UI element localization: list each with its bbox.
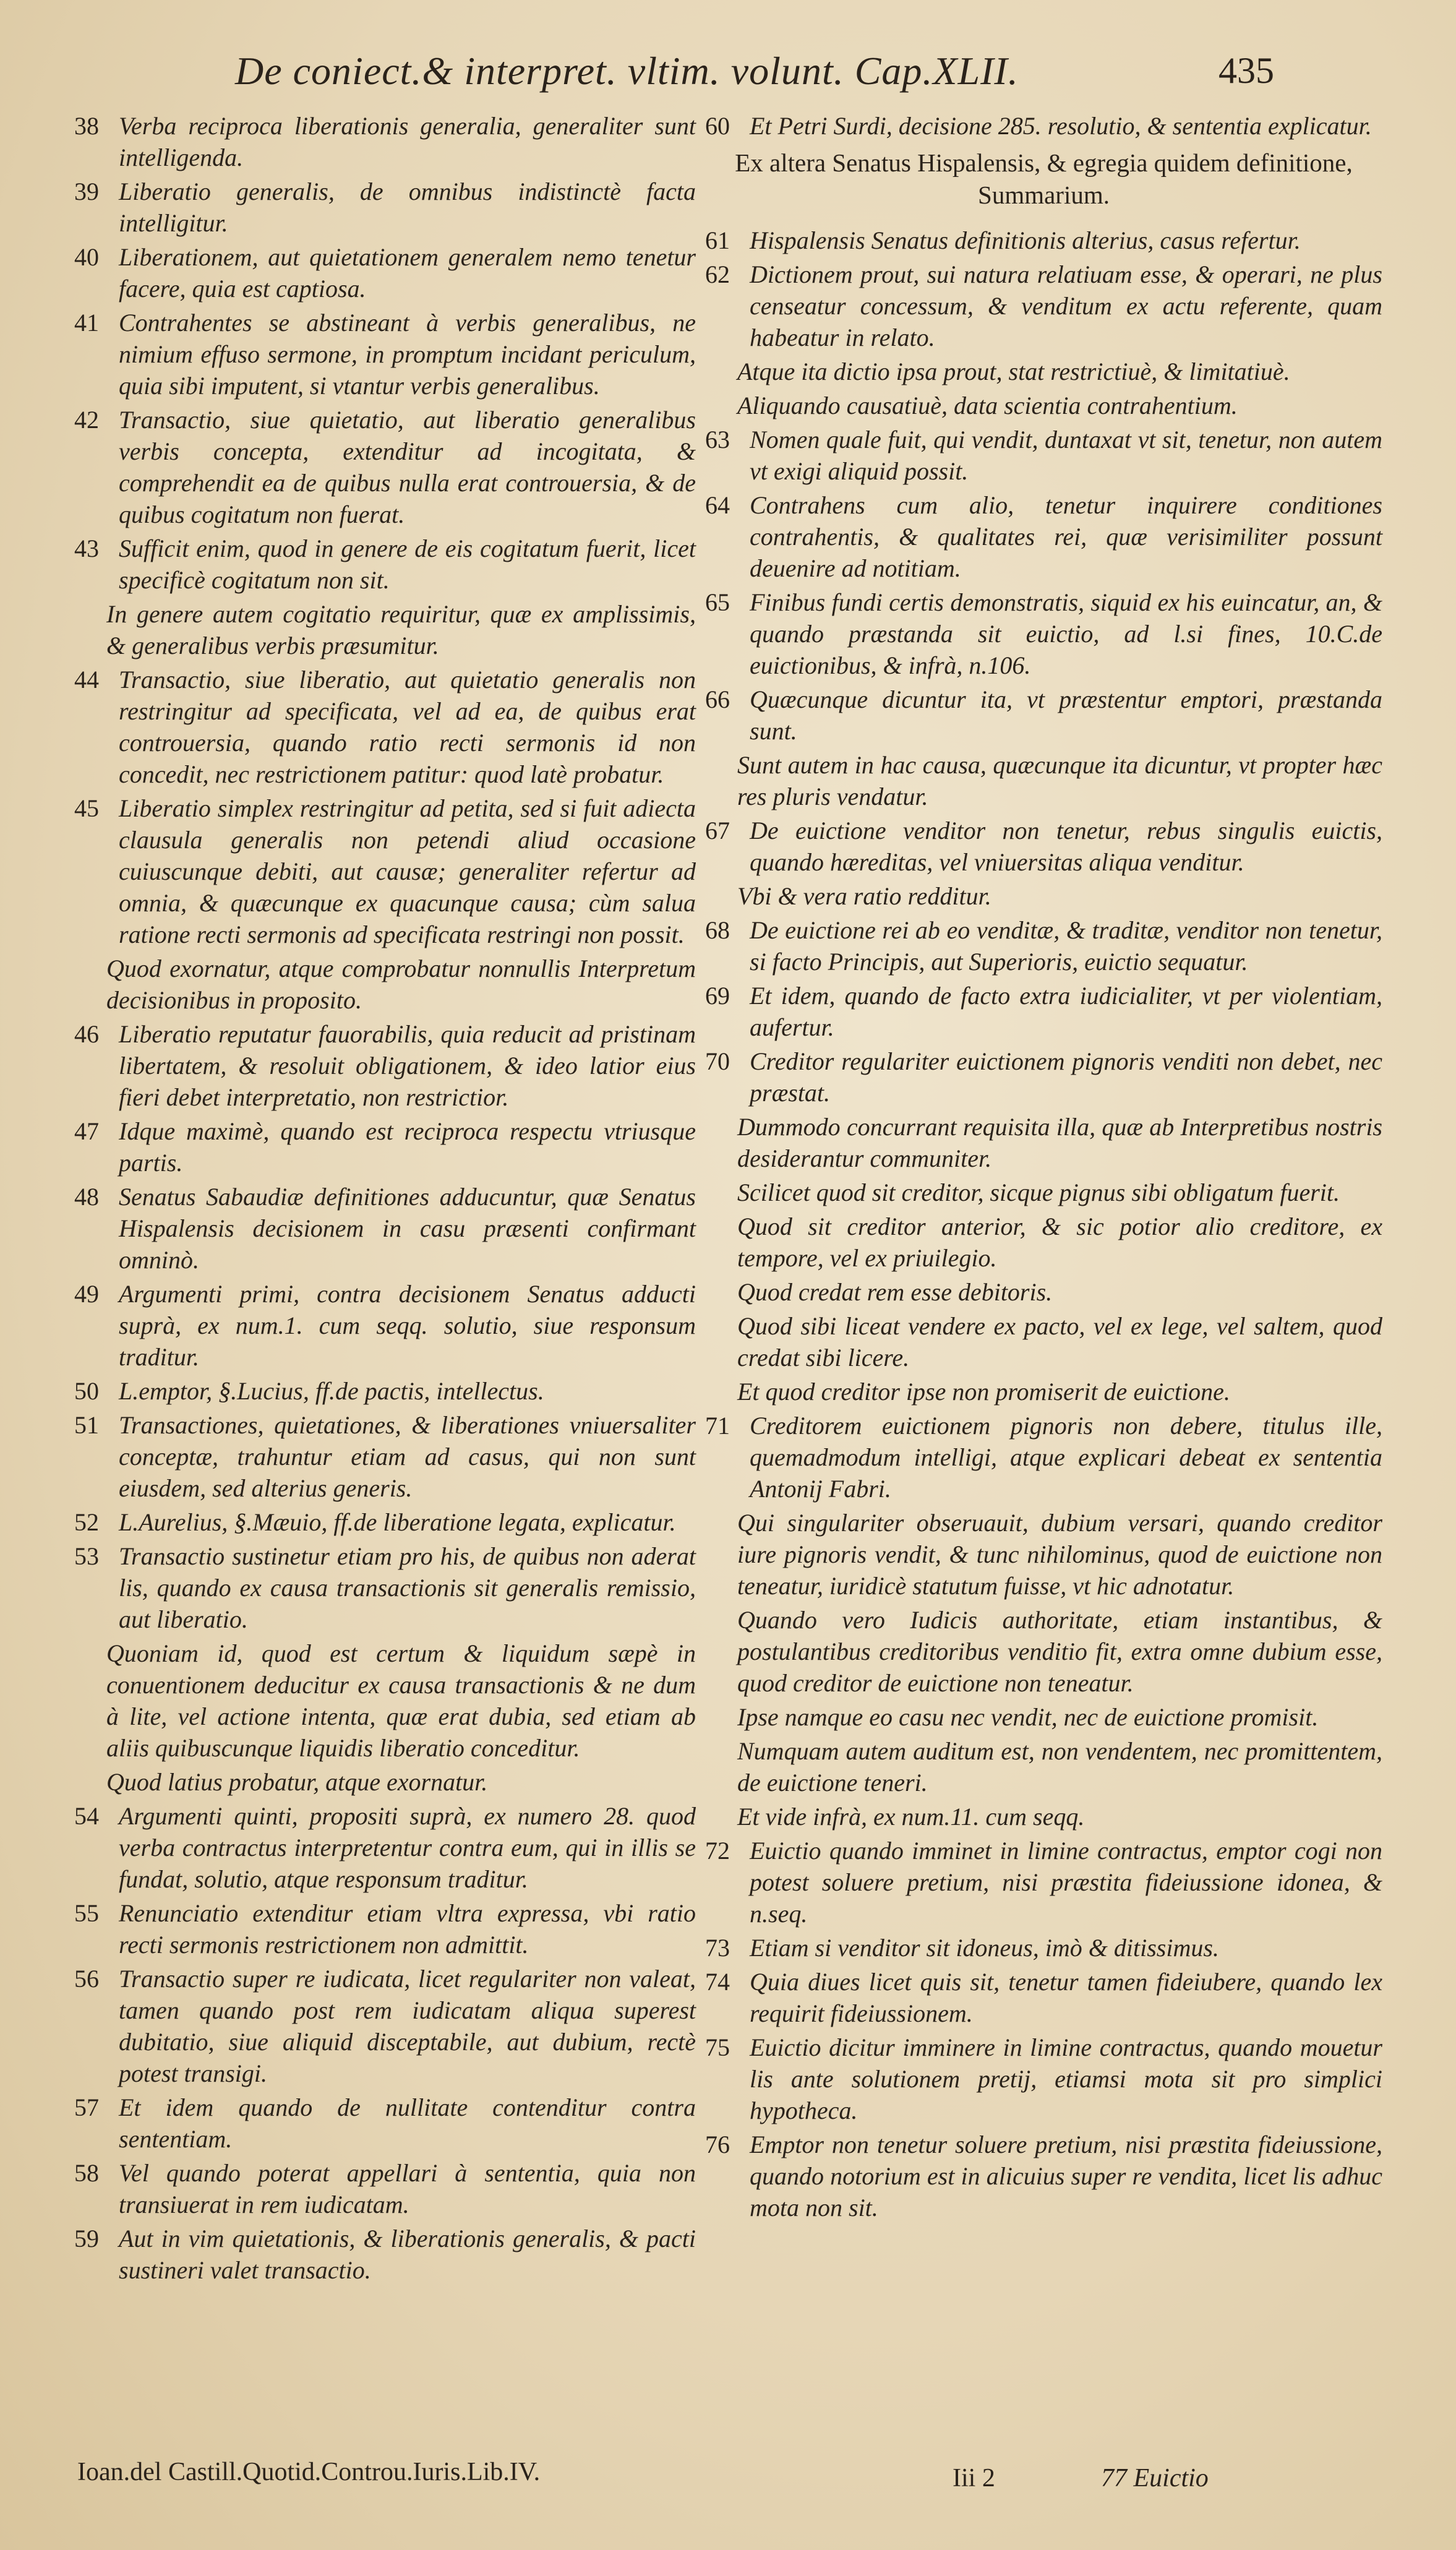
entry-text: Transactio super re iudicata, licet regulariter non valeat, tamen quando post rem iudicatam aliqua superest dubitatio, siue aliquid disceptabile, aut dubium, rectè potest transigi. — [119, 1965, 696, 2087]
entry-text: Quia diues licet quis sit, tenetur tamen fideiubere, quando lex requirit fideiussionem. — [750, 1968, 1382, 2027]
summary-note — [705, 1701, 1382, 1733]
summary-entry — [74, 533, 696, 596]
entry-text: Liberatio simplex restringitur ad petita, sed si fuit adiecta clausula generalis non petendi aliud occasione cuiuscunque debiti, aut causæ; generaliter refertur ad omnia, & quæcunque ex quacunque causa; cùm salua ratione recti sermonis ad specificata restringi non possit. — [119, 794, 696, 948]
entry-text: Sufficit enim, quod in genere de eis cogitatum fuerit, licet specificè cogitatum non sit. — [119, 534, 696, 594]
entry-number: 59 — [74, 2225, 99, 2252]
summary-entry — [74, 2092, 696, 2155]
entry-number: 50 — [74, 1377, 99, 1405]
summary-entry — [705, 1410, 1382, 1505]
summary-note — [705, 1211, 1382, 1274]
entry-text: Renunciatio extenditur etiam vltra expressa, vbi ratio recti sermonis restrictionem non admittit. — [119, 1899, 696, 1959]
running-head: De coniect.& interpret. vltim. volunt. Cap.XLII. — [235, 49, 1019, 93]
entry-text: Et vide infrà, ex num.11. cum seqq. — [737, 1803, 1085, 1831]
entry-text: Transactiones, quietationes, & liberationes vniuersaliter conceptæ, trahuntur etiam ad casus, qui non sunt eiusdem, sed alterius generis. — [119, 1411, 696, 1502]
entry-number: 57 — [74, 2093, 99, 2121]
entry-text: Euictio dicitur imminere in limine contractus, quando mouetur lis ante solutionem pretij, etiamsi mota sit pro simplici hypotheca. — [750, 2033, 1382, 2124]
entry-number: 45 — [74, 794, 99, 822]
summary-entry — [705, 815, 1382, 878]
summary-entry — [74, 1409, 696, 1504]
entry-text: De euictione venditor non tenetur, rebus singulis euictis, quando hæreditas, vel vniuersitas aliqua venditur. — [750, 817, 1382, 876]
summary-note — [74, 1638, 696, 1764]
summary-note — [705, 749, 1382, 812]
summary-column-left — [74, 110, 696, 2288]
entry-number: 38 — [74, 112, 99, 140]
entry-text: Idque maximè, quando est reciproca respectu vtriusque partis. — [119, 1117, 696, 1177]
summary-entry — [74, 1181, 696, 1276]
summary-entry — [705, 225, 1382, 256]
summary-entry — [74, 1115, 696, 1178]
summary-note — [705, 1276, 1382, 1308]
entry-text: Quod sibi liceat vendere ex pacto, vel ex lege, vel saltem, quod credat sibi licere. — [737, 1312, 1382, 1372]
entry-text: Transactio, siue quietatio, aut liberatio generalibus verbis concepta, extenditur ad incogitata, & comprehendit ea de quibus nulla erat controuersia, & de quibus cogitatum non fuerat. — [119, 406, 696, 528]
entry-text: Emptor non tenetur soluere pretium, nisi præstita fideiussione, quando notorium est in alicuius super re vendita, licet lis adhuc mota non sit. — [750, 2131, 1382, 2222]
entry-number: 60 — [705, 112, 730, 140]
entry-number: 41 — [74, 309, 99, 337]
entry-text: Liberationem, aut quietationem generalem nemo tenetur facere, quia est captiosa. — [119, 243, 696, 303]
summary-entry — [74, 2223, 696, 2286]
footer-author-line: Ioan.del Castill.Quotid.Controu.Iuris.Lib.IV. — [77, 2458, 541, 2486]
summary-note — [705, 880, 1382, 912]
entry-text: Etiam si venditor sit idoneus, imò & ditissimus. — [750, 1934, 1219, 1962]
entry-number: 55 — [74, 1899, 99, 1927]
catchword: 77 Euictio — [1101, 2464, 1209, 2492]
entry-text: Creditor regulariter euictionem pignoris venditi non debet, nec præstat. — [750, 1047, 1382, 1107]
summary-entry — [74, 792, 696, 950]
entry-number: 74 — [705, 1968, 730, 1996]
entry-number: 44 — [74, 666, 99, 693]
entry-text: Liberatio reputatur fauorabilis, quia reducit ad pristinam libertatem, & resoluit obligationem, & ideo latior eius fieri debet interpretatio, non restrictior. — [119, 1020, 696, 1111]
entry-number: 65 — [705, 588, 730, 616]
summary-entry — [705, 1932, 1382, 1964]
summary-note — [705, 1111, 1382, 1174]
entry-text: Et quod creditor ipse non promiserit de euictione. — [737, 1378, 1230, 1406]
summary-note — [705, 1735, 1382, 1798]
entry-number: 68 — [705, 916, 730, 944]
entry-text: Scilicet quod sit creditor, sicque pignus sibi obligatum fuerit. — [737, 1178, 1340, 1206]
entry-text: Atque ita dictio ipsa prout, stat restrictiuè, & limitatiuè. — [737, 358, 1290, 385]
entry-number: 53 — [74, 1542, 99, 1570]
entry-number: 52 — [74, 1508, 99, 1536]
entry-number: 71 — [705, 1412, 730, 1440]
summary-entry — [74, 1897, 696, 1960]
summary-note — [705, 356, 1382, 387]
entry-text: Dictionem prout, sui natura relatiuam esse, & operari, ne plus censeatur concessum, & venditum ex actu referente, quam habeatur in relato. — [750, 260, 1382, 351]
entry-number: 46 — [74, 1020, 99, 1048]
entry-text: Ipse namque eo casu nec vendit, nec de euictione promisit. — [737, 1703, 1319, 1731]
summary-entry — [74, 664, 696, 790]
entry-number: 66 — [705, 685, 730, 713]
summary-entry — [74, 1018, 696, 1113]
summary-note — [705, 390, 1382, 421]
page-number: 435 — [1218, 50, 1274, 91]
entry-text: Et idem quando de nullitate contenditur contra sententiam. — [119, 2093, 696, 2153]
summary-entry — [74, 241, 696, 304]
summary-column-right — [705, 110, 1382, 2226]
entry-number: 62 — [705, 260, 730, 288]
entry-text: Liberatio generalis, de omnibus indistinctè facta intelligitur. — [119, 178, 696, 237]
entry-number: 72 — [705, 1837, 730, 1865]
entry-text: Numquam autem auditum est, non vendentem, nec promittentem, de euictione teneri. — [737, 1737, 1382, 1797]
entry-text: L.emptor, §.Lucius, ff.de pactis, intellectus. — [119, 1377, 544, 1405]
entry-text: Transactio sustinetur etiam pro his, de quibus non aderat lis, quando ex causa transactionis sit generalis remissio, aut liberatio. — [119, 1542, 696, 1633]
summary-entry — [705, 684, 1382, 747]
summary-entry — [705, 586, 1382, 681]
entry-text: Argumenti quinti, propositi suprà, ex numero 28. quod verba contractus interpretentur contra eum, qui in illis se fundat, solutio, atque responsum traditur. — [119, 1802, 696, 1893]
entry-text: L.Aurelius, §.Mæuio, ff.de liberatione legata, explicatur. — [119, 1508, 676, 1536]
entry-number: 40 — [74, 243, 99, 271]
entry-text: Verba reciproca liberationis generalia, generaliter sunt intelligenda. — [119, 112, 696, 171]
entry-text: Argumenti primi, contra decisionem Senatus adducti suprà, ex num.1. cum seqq. solutio, siue responsum traditur. — [119, 1280, 696, 1371]
entry-text: Quæcunque dicuntur ita, vt præstentur emptori, præstanda sunt. — [750, 685, 1382, 745]
entry-text: Quod latius probatur, atque exornatur. — [106, 1768, 488, 1796]
entry-text: Senatus Sabaudiæ definitiones adducuntur, quæ Senatus Hispalensis decisionem in casu præsenti confirmant omninò. — [119, 1183, 696, 1274]
entry-text: Quod exornatur, atque comprobatur nonnullis Interpretum decisionibus in proposito. — [106, 955, 696, 1014]
entry-text: Aliquando causatiuè, data scientia contrahentium. — [737, 392, 1238, 419]
entry-text: Vel quando poterat appellari à sententia, quia non transiuerat in rem iudicatam. — [119, 2159, 696, 2218]
entry-text: Quoniam id, quod est certum & liquidum sæpè in conuentionem deducitur ex causa transactionis & ne dum à lite, vel actione intenta, quæ erat dubia, sed etiam ab aliis quibuscunque liquidis liberatio conceditur. — [106, 1639, 696, 1762]
entry-text: Et idem, quando de facto extra iudicialiter, vt per violentiam, aufertur. — [750, 982, 1382, 1041]
entry-text: Sunt autem in hac causa, quæcunque ita dicuntur, vt propter hæc res pluris vendatur. — [737, 751, 1382, 810]
summary-note — [705, 1177, 1382, 1208]
summary-entry — [74, 1800, 696, 1895]
entry-text: Euictio quando imminet in limine contractus, emptor cogi non potest soluere pretium, nisi præstita fideiussione idonea, & n.seq. — [750, 1837, 1382, 1928]
summary-entry — [705, 110, 1382, 142]
summary-entry — [74, 1375, 696, 1407]
entry-text: Dummodo concurrant requisita illa, quæ ab Interpretibus nostris desiderantur communiter. — [737, 1113, 1382, 1172]
summary-entry — [705, 2129, 1382, 2223]
summary-note — [705, 1604, 1382, 1699]
entry-text: Et Petri Surdi, decisione 285. resolutio, & sententia explicatur. — [750, 112, 1372, 140]
summary-entry — [705, 489, 1382, 584]
entry-text: In genere autem cogitatio requiritur, quæ ex amplissimis, & generalibus verbis præsumitur. — [106, 600, 696, 659]
entry-number: 39 — [74, 178, 99, 205]
summary-entry — [74, 1963, 696, 2089]
entry-number: 76 — [705, 2131, 730, 2158]
signature-mark: Iii 2 — [953, 2464, 995, 2492]
summary-entry — [74, 176, 696, 239]
entry-text: Creditorem euictionem pignoris non debere, titulus ille, quemadmodum intelligi, atque explicari debeat ex sententia Antonij Fabri. — [750, 1412, 1382, 1503]
summary-note — [705, 1310, 1382, 1373]
summary-entry — [74, 1506, 696, 1538]
summary-note — [74, 953, 696, 1016]
entry-number: 73 — [705, 1934, 730, 1962]
entry-text: Hispalensis Senatus definitionis alterius, casus refertur. — [750, 226, 1301, 254]
summary-entry — [705, 1966, 1382, 2029]
summary-entry — [74, 2157, 696, 2220]
entry-number: 54 — [74, 1802, 99, 1830]
entry-text: Quod credat rem esse debitoris. — [737, 1278, 1053, 1306]
entry-number: 58 — [74, 2159, 99, 2187]
entry-number: 69 — [705, 982, 730, 1010]
summary-note — [705, 1801, 1382, 1832]
summary-heading: Ex altera Senatus Hispalensis, & egregia quidem definitione, Summarium. — [735, 148, 1353, 209]
summary-entry — [705, 424, 1382, 487]
entry-text: Aut in vim quietationis, & liberationis generalis, & pacti sustineri valet transactio. — [119, 2225, 696, 2284]
entry-number: 56 — [74, 1965, 99, 1993]
entry-number: 75 — [705, 2033, 730, 2061]
entry-text: Quando vero Iudicis authoritate, etiam instantibus, & postulantibus creditoribus venditio fit, extra omne dubium esse, quod creditor de euictione non teneatur. — [737, 1606, 1382, 1697]
summary-note — [74, 1766, 696, 1798]
summary-entry — [705, 259, 1382, 353]
entry-text: Contrahens cum alio, tenetur inquirere conditiones contrahentis, & qualitates rei, quæ verisimiliter possunt deuenire ad notitiam. — [750, 491, 1382, 582]
entry-text: Transactio, siue liberatio, aut quietatio generalis non restringitur ad specificata, vel ad ea, de quibus erat controuersia, quando ratio recti sermonis id non concedit, nec restrictionem patitur: quod latè probatur. — [119, 666, 696, 788]
summary-note — [74, 598, 696, 661]
entry-number: 70 — [705, 1047, 730, 1075]
entry-number: 64 — [705, 491, 730, 519]
summary-entry — [74, 1278, 696, 1373]
summary-note — [705, 1376, 1382, 1407]
entry-number: 51 — [74, 1411, 99, 1439]
summary-note — [705, 1507, 1382, 1602]
summary-entry — [74, 1540, 696, 1635]
entry-text: Quod sit creditor anterior, & sic potior alio creditore, ex tempore, vel ex priuilegio. — [737, 1213, 1382, 1272]
entry-text: Vbi & vera ratio redditur. — [737, 882, 991, 910]
entry-text: Finibus fundi certis demonstratis, siquid ex his euincatur, an, & quando præstanda sit euictio, ad l.si fines, 10.C.de euictionibus, & infrà, n.106. — [750, 588, 1382, 679]
entry-number: 42 — [74, 406, 99, 434]
entry-number: 43 — [74, 534, 99, 562]
entry-number: 61 — [705, 226, 730, 254]
summary-entry — [705, 980, 1382, 1043]
entry-number: 48 — [74, 1183, 99, 1211]
summary-entry — [74, 307, 696, 401]
entry-text: Nomen quale fuit, qui vendit, duntaxat vt sit, tenetur, non autem vt exigi aliquid possit. — [750, 426, 1382, 485]
summary-entry — [74, 404, 696, 530]
entry-text: De euictione rei ab eo venditæ, & traditæ, venditor non tenetur, si facto Principis, aut Superioris, euictio sequatur. — [750, 916, 1382, 976]
summary-entry — [74, 110, 696, 173]
summary-entry — [705, 2032, 1382, 2126]
entry-text: Contrahentes se abstineant à verbis generalibus, ne nimium effuso sermone, in promptum incidant periculum, quia sibi imputent, si vtantur verbis generalibus. — [119, 309, 696, 400]
summary-entry — [705, 1045, 1382, 1109]
entry-number: 67 — [705, 817, 730, 844]
summary-entry — [705, 1835, 1382, 1930]
entry-number: 63 — [705, 426, 730, 453]
entry-number: 47 — [74, 1117, 99, 1145]
entry-number: 49 — [74, 1280, 99, 1308]
summary-entry — [705, 914, 1382, 977]
entry-text: Qui singulariter obseruauit, dubium versari, quando creditor iure pignoris vendit, & tunc nihilominus, quod de euictione non teneatur, iuridicè statutum fuisse, vt hic adnotatur. — [737, 1509, 1382, 1600]
